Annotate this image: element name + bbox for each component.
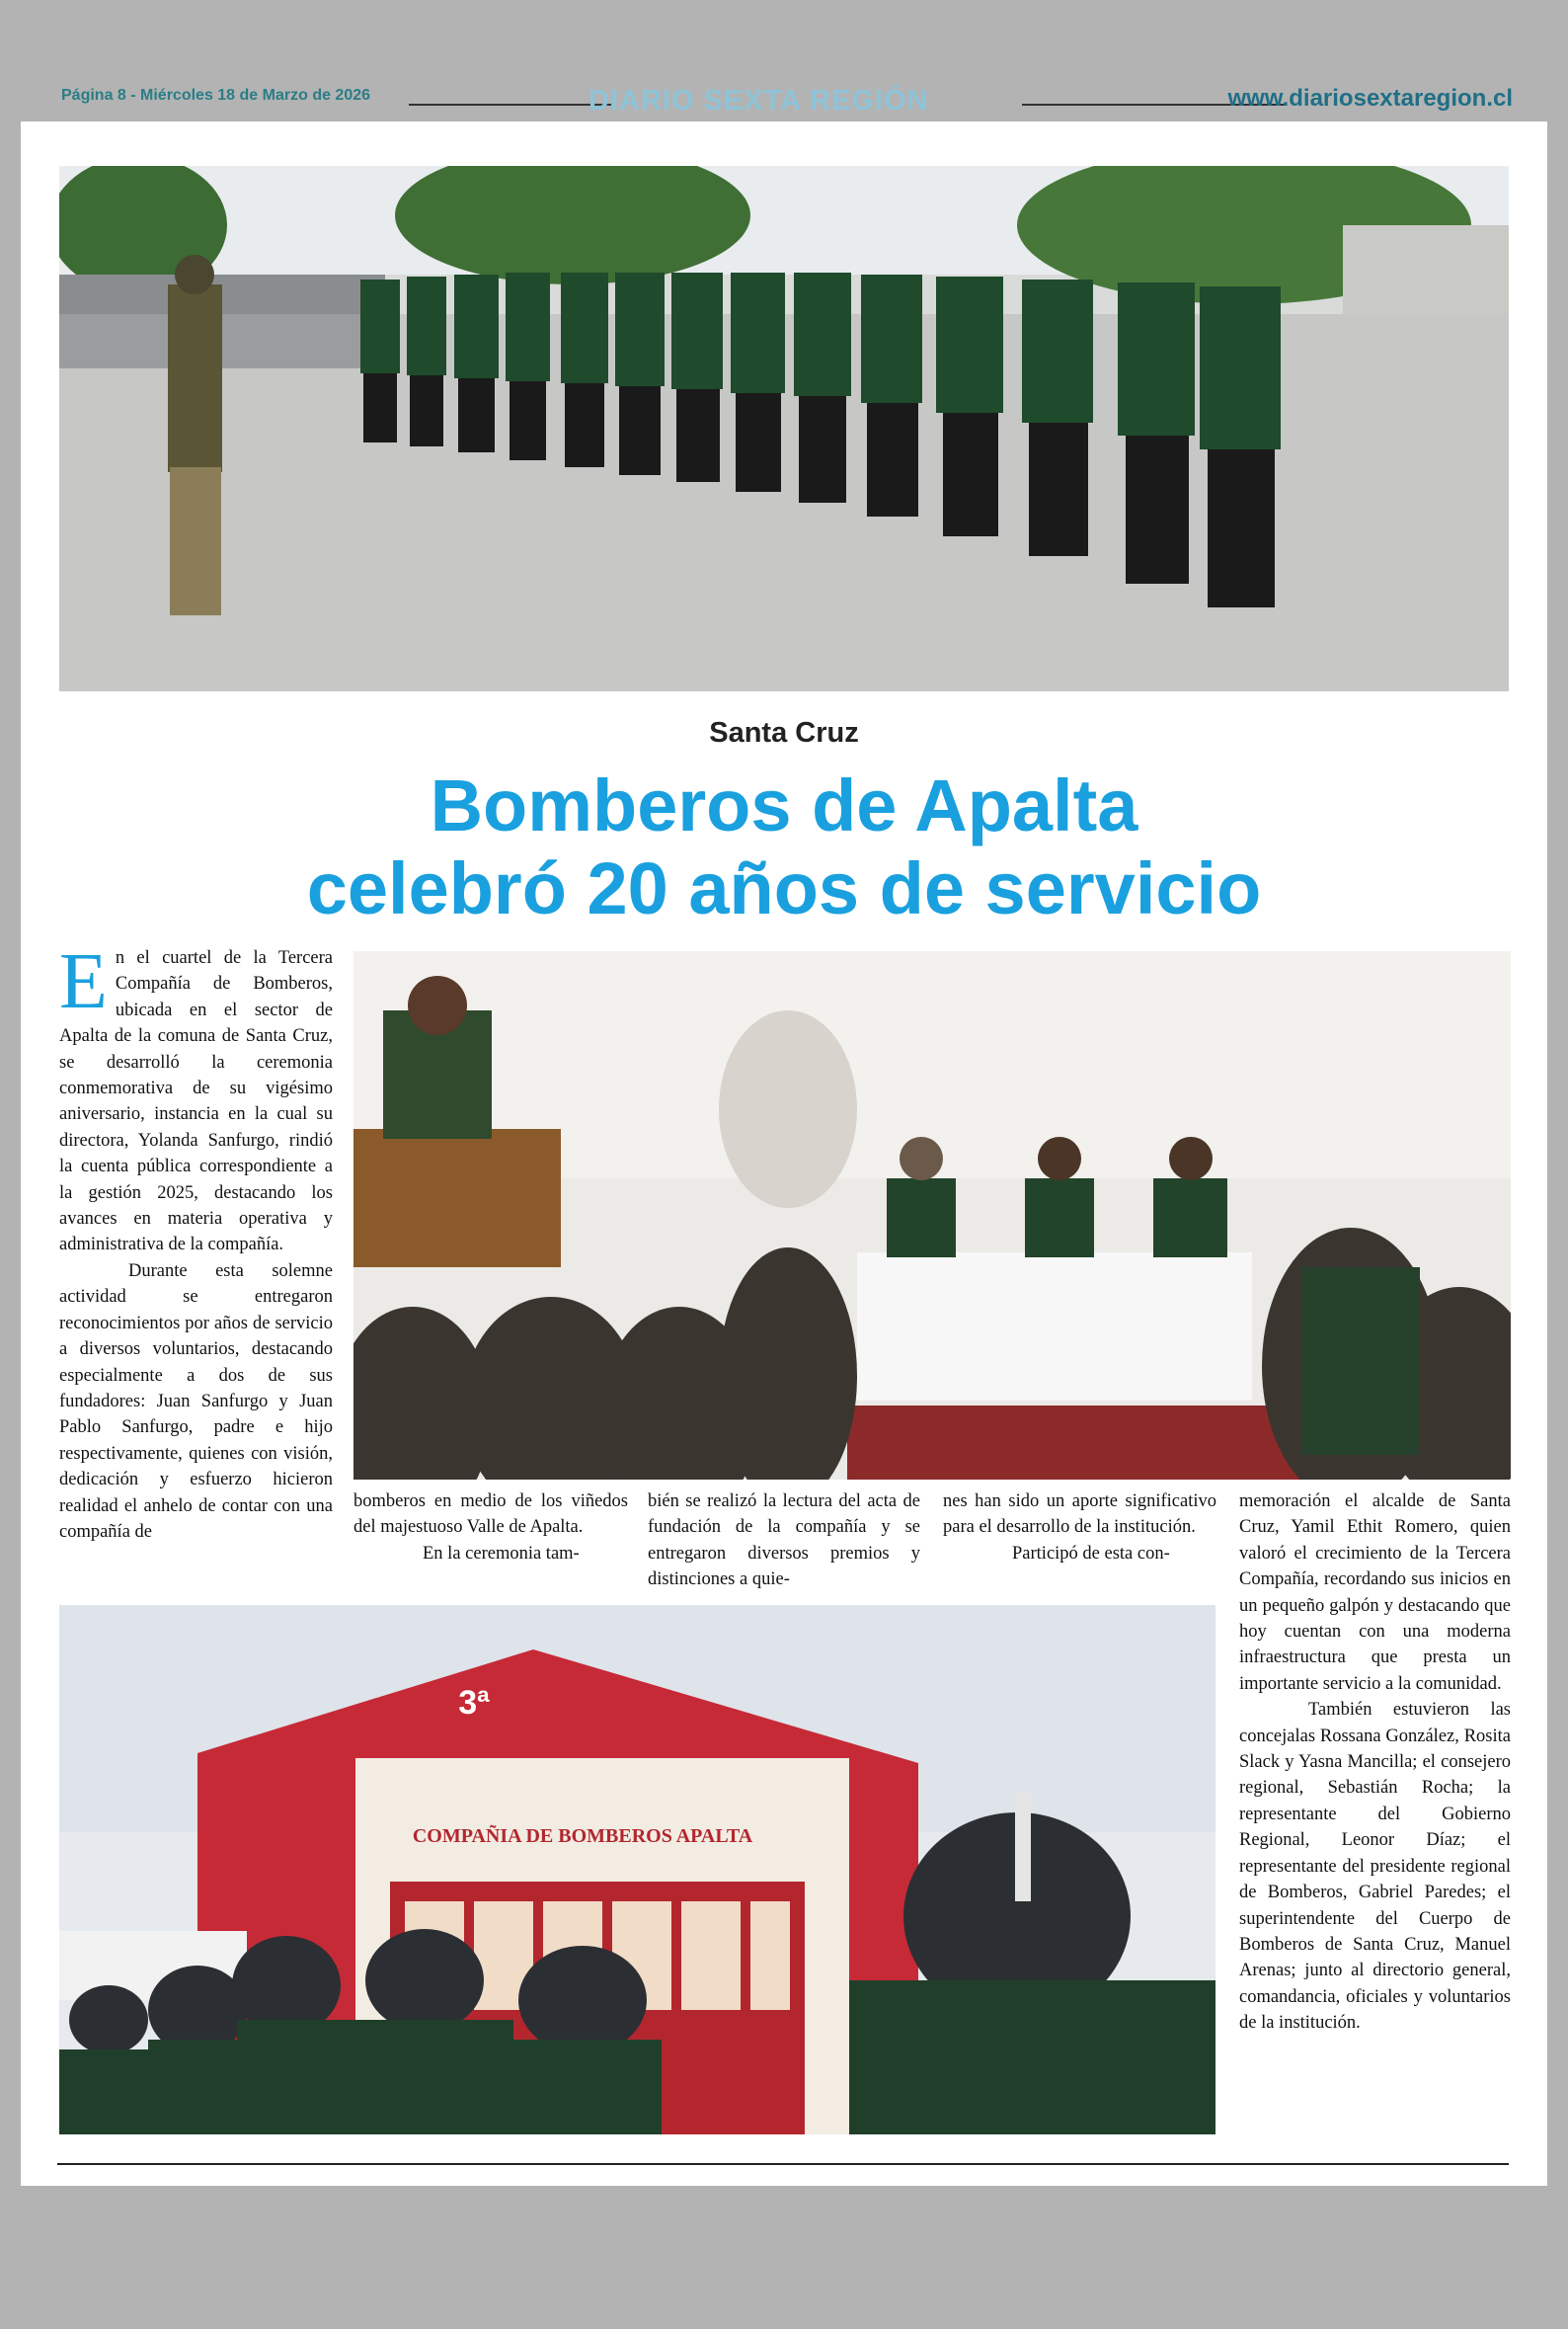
column-4-paragraph-1: nes han sido un aporte significativo para el desarrollo de la institución. bbox=[943, 1491, 1216, 1538]
column-2-paragraph-2: En la ceremonia tam- bbox=[423, 1543, 580, 1564]
photo-firefighters-formation bbox=[59, 166, 1509, 691]
column-1-paragraph-1: n el cuartel de la Tercera Compañía de Bomberos, ubicada en el sector de Apalta de la comuna de Santa Cruz, se desarrolló la ceremonia conmemorativa de su vigésimo aniversario, instancia en la cual su directora, Yolanda Sanfurgo, rindió la cuenta pública correspondiente a la gestión 2025, destacando los avances en materia operativa y administrativa de la compañía. bbox=[59, 948, 333, 1255]
drop-cap: E bbox=[59, 938, 108, 1025]
article-column-2 bbox=[353, 1488, 628, 1566]
header-rule-left bbox=[409, 104, 611, 106]
column-5-paragraph-2: También estuvieron las concejalas Rossana González, Rosita Slack y Yasna Mancilla; el consejero regional, Sebastián Rocha; la representante del Gobierno Regional, Leonor Díaz; el representante del presidente regional de Bomberos, Gabriel Paredes; el superintendente del Cuerpo de Bomberos de Santa Cruz, Manuel Arenas; junto al directorio general, comandancia, oficiales y voluntarios de la institución. bbox=[1239, 1700, 1511, 2034]
masthead: DIARIO SEXTA REGIÓN bbox=[588, 85, 929, 117]
headline-line2: celebró 20 años de servicio bbox=[306, 847, 1262, 929]
headline-line1: Bomberos de Apalta bbox=[430, 764, 1138, 846]
page-date: Página 8 - Miércoles 18 de Marzo de 2026 bbox=[61, 87, 371, 104]
article-column-4 bbox=[943, 1488, 1216, 1566]
column-1-paragraph-2: Durante esta solemne actividad se entregaron reconocimientos por años de servicio a diversos voluntarios, destacando especialmente a dos de sus fundadores: Juan Sanfurgo y Juan Pablo Sanfurgo, padre e hijo respectivamente, quienes con visión, dedicación y esfuerzo hicieron realidad el anhelo de contar con una compañía de bbox=[59, 1260, 333, 1542]
article-kicker: Santa Cruz bbox=[709, 717, 859, 749]
article-column-5 bbox=[1239, 1488, 1511, 2037]
photo-ceremony bbox=[353, 951, 1511, 1480]
column-2-paragraph-1: bomberos en medio de los viñedos del majestuoso Valle de Apalta. bbox=[353, 1491, 628, 1538]
column-5-paragraph-1: memoración el alcalde de Santa Cruz, Yamil Ethit Romero, quien valoró el crecimiento de la Tercera Compañía, recordando sus inicios en un pequeño galpón y destacando que hoy cuentan con una moderna infraestructura que presta un importante servicio a la comunidad. bbox=[1239, 1491, 1511, 1694]
page-header bbox=[61, 85, 1513, 120]
column-4-paragraph-2: Participó de esta con- bbox=[1012, 1543, 1170, 1564]
article-column-1 bbox=[59, 938, 333, 1545]
station-number: 3ª bbox=[458, 1684, 490, 1722]
page-bottom-rule bbox=[57, 2163, 1509, 2165]
photo-fire-station bbox=[59, 1605, 1215, 2134]
article-column-3 bbox=[648, 1488, 920, 1593]
website-link[interactable]: www.diariosextaregion.cl bbox=[1227, 85, 1513, 112]
column-3-paragraph-1: bién se realizó la lectura del acta de fundación de la compañía y se entregaron diversos premios y distinciones a quie- bbox=[648, 1491, 920, 1590]
station-sign: COMPAÑIA DE BOMBEROS APALTA bbox=[412, 1825, 753, 1847]
